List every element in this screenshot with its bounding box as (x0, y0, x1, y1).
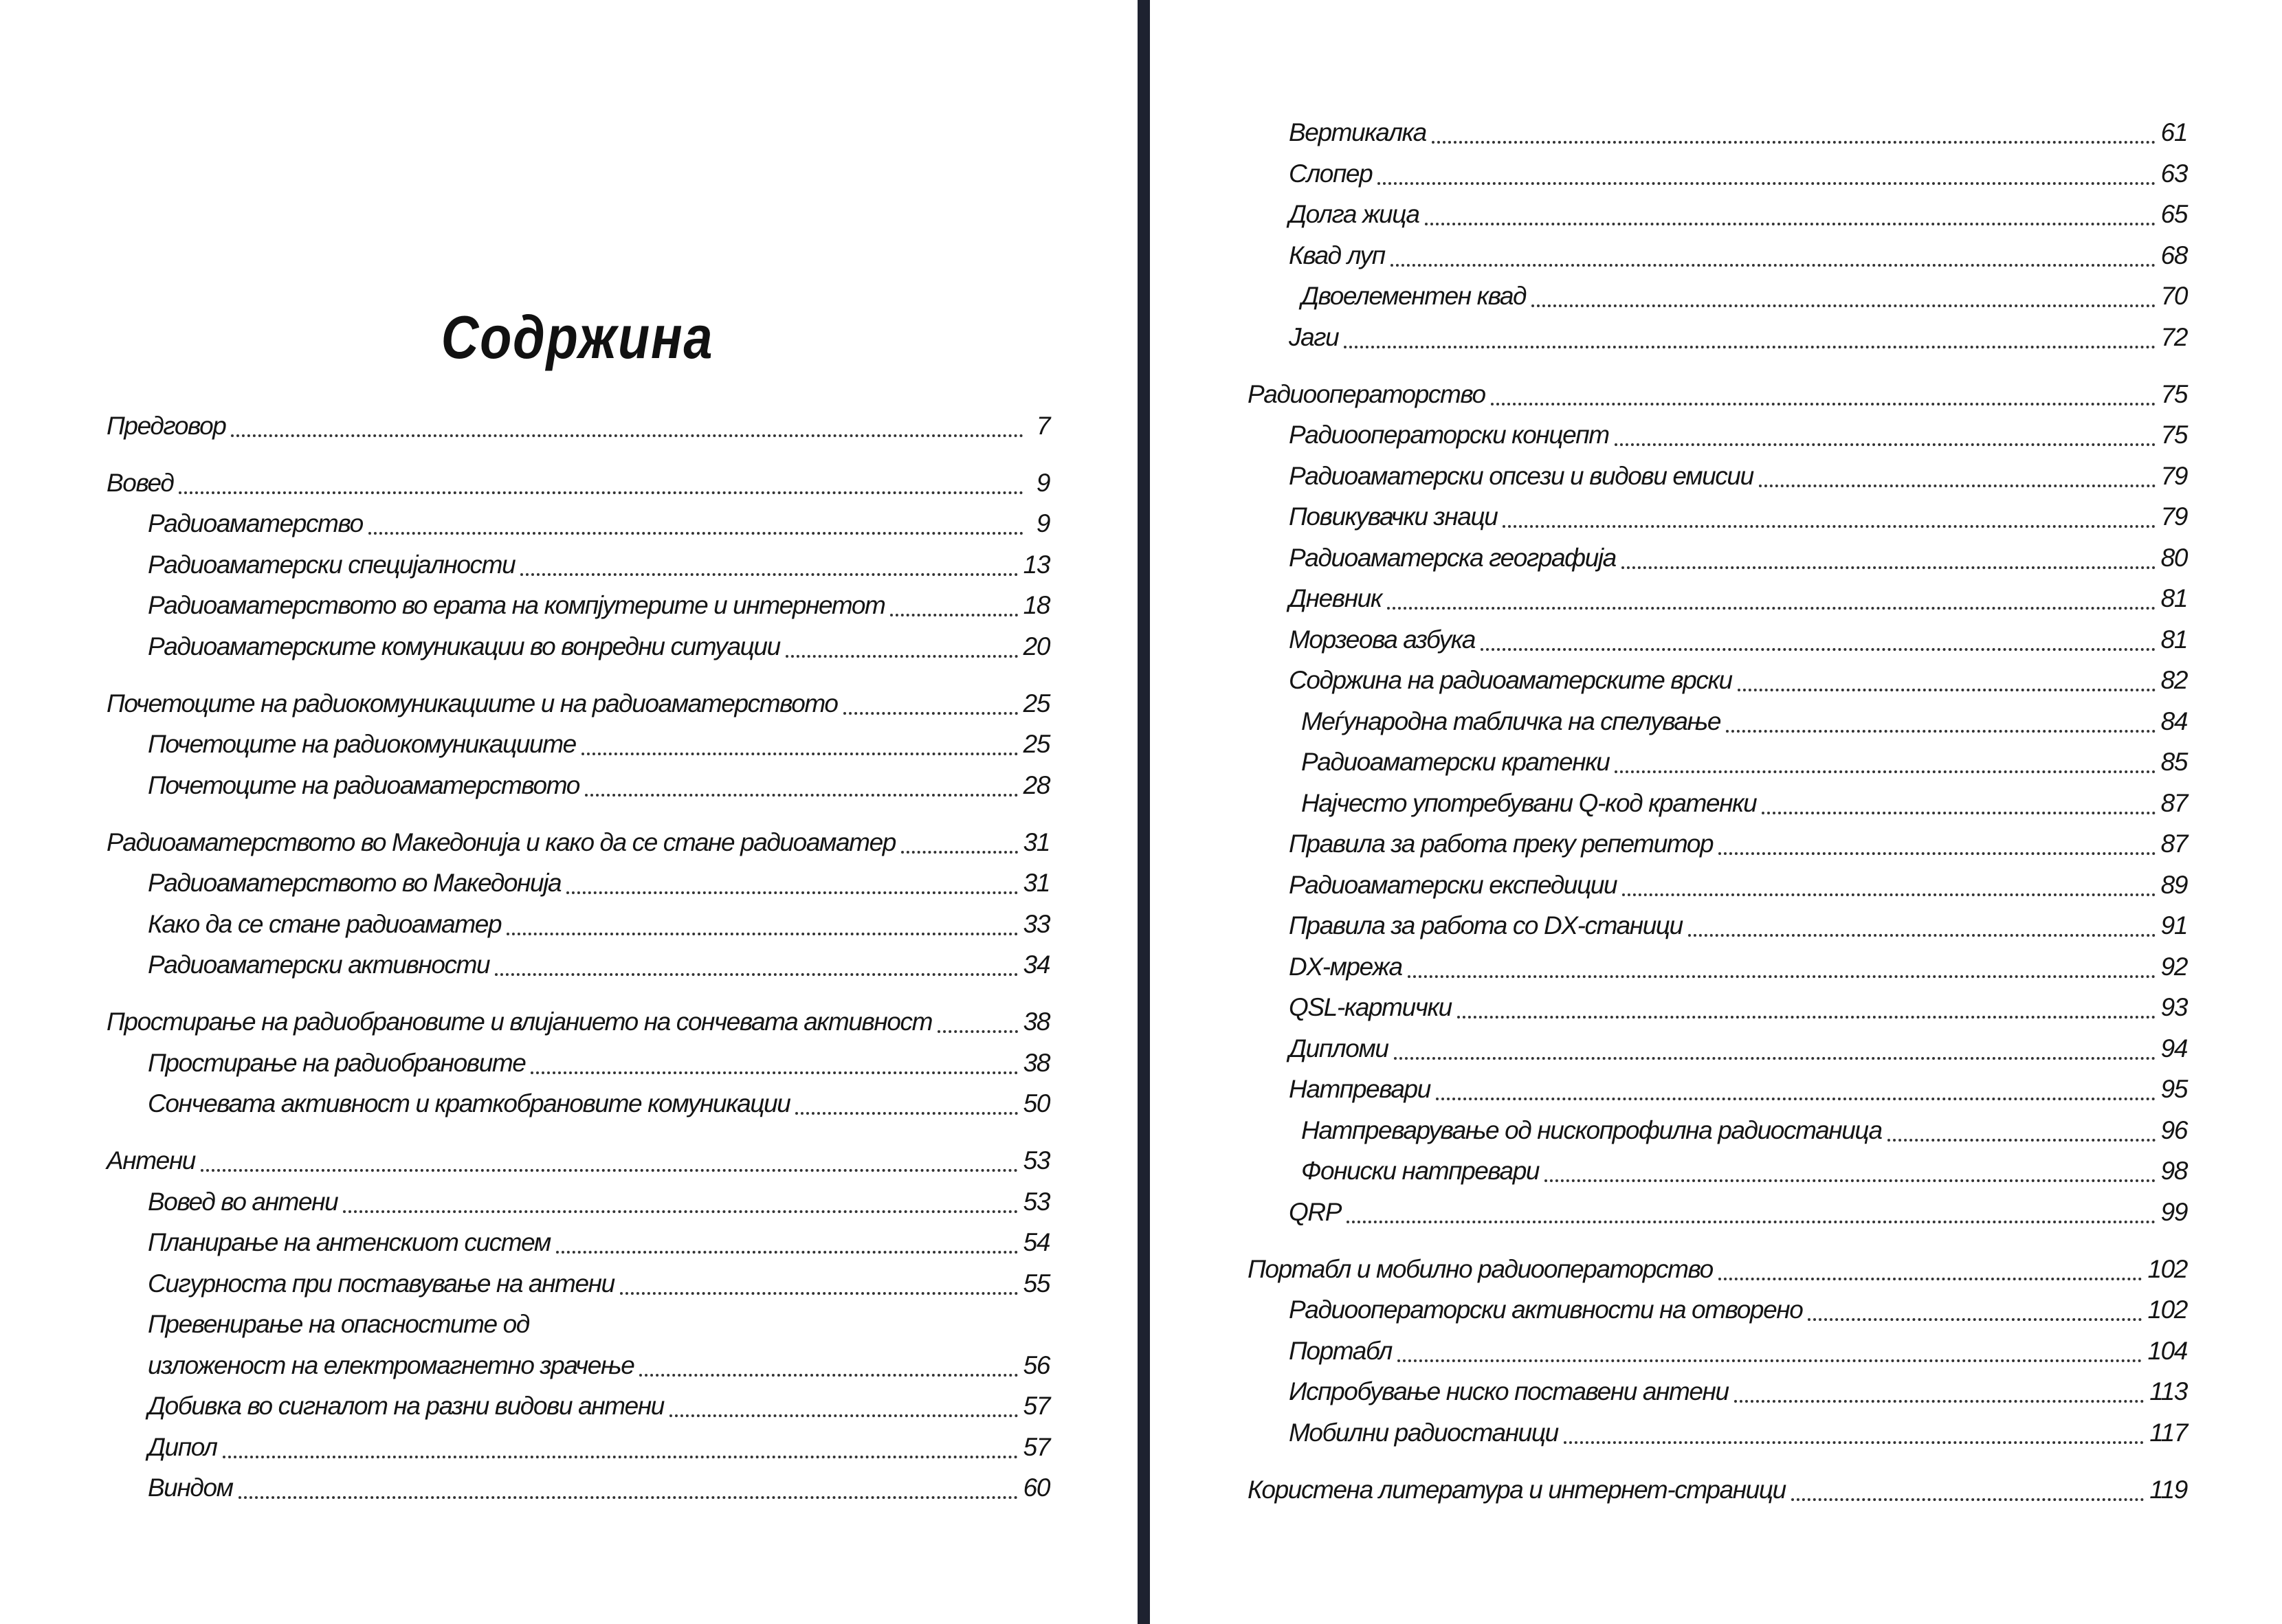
toc-leader-dots (566, 891, 1017, 894)
toc-leader-dots (639, 1374, 1017, 1377)
toc-entry (148, 1225, 1050, 1260)
toc-entry (1248, 1252, 2187, 1287)
toc-entry-title: Сигурноста при поставување на антени (148, 1269, 614, 1298)
toc-entry (1289, 320, 2187, 355)
toc-entry (107, 1005, 1050, 1039)
toc-leader-dots (531, 1071, 1017, 1074)
toc-entry-page: 89 (2160, 871, 2187, 899)
toc-entry-page: 87 (2160, 789, 2187, 817)
toc-leader-dots (786, 655, 1018, 658)
toc-entry-page: 70 (2160, 282, 2187, 310)
toc-entry-title: Вовед (107, 469, 174, 497)
toc-entry-title: Правила за работа со DX-станици (1289, 911, 1683, 939)
toc-entry-page: 31 (1023, 828, 1050, 856)
toc-entry-title: Правила за работа преку репетитор (1289, 830, 1714, 858)
toc-leader-dots (239, 1496, 1018, 1499)
toc-entry-page: 53 (1023, 1146, 1050, 1175)
toc-entry (1289, 868, 2187, 902)
toc-leader-dots (1762, 812, 2155, 814)
toc-entry-title: Добивка во сигналот на разни видови антени (148, 1392, 664, 1420)
toc-entry (1289, 1195, 2187, 1230)
toc-entry-title: Радиоаматерство (148, 509, 363, 537)
toc-entry-title: Радиоаматерските комуникации во вонредни ситуации (148, 632, 780, 660)
toc-entry (107, 1144, 1050, 1178)
toc-entry-title: Мобилни радиостаници (1289, 1419, 1558, 1447)
toc-entry-page: 63 (2160, 159, 2187, 188)
toc-entry-page: 102 (2147, 1295, 2187, 1324)
toc-entry (1301, 279, 2187, 313)
toc-entry-title: Како да се стане радиоаматер (148, 910, 502, 938)
toc-entry-title: Натпреварување од нископрофилна радиостаница (1301, 1116, 1882, 1144)
toc-entry-title: QSL-картички (1289, 993, 1452, 1021)
toc-entry-page: 92 (2160, 953, 2187, 981)
toc-entry (148, 1267, 1050, 1301)
toc-leader-dots (223, 1456, 1018, 1458)
toc-entry-page: 18 (1023, 591, 1050, 619)
toc-entry (148, 630, 1050, 664)
toc-entry-page: 93 (2160, 993, 2187, 1021)
toc-entry (1301, 745, 2187, 779)
toc-entry-title: Долга жица (1289, 200, 1419, 228)
toc-leader-dots (890, 614, 1017, 616)
toc-entry-title: Најчесто употребувани Q-код кратенки (1301, 789, 1757, 817)
toc-entry-title: Двоелементен квад (1301, 282, 1527, 310)
toc-entry (107, 825, 1050, 860)
toc-entry-page: 25 (1023, 730, 1050, 758)
toc-entry (1289, 1416, 2187, 1450)
toc-leader-dots (1734, 1400, 2145, 1403)
toc-entry (1301, 1154, 2187, 1188)
toc-entry (1248, 1473, 2187, 1507)
toc-entry-page: 38 (1023, 1049, 1050, 1077)
toc-entry-title: Меѓународна табличка на спелување (1301, 707, 1721, 735)
toc-entry-page: 113 (2149, 1377, 2187, 1405)
toc-entry-title: Радиоаматерски специјалности (148, 550, 516, 579)
toc-leader-dots (795, 1112, 1017, 1115)
toc-entry-page: 72 (2160, 323, 2187, 351)
toc-entry-title: Радиоаматерски активности (148, 950, 490, 979)
toc-entry-page: 9 (1036, 469, 1050, 497)
toc-entry-title: Натпревари (1289, 1075, 1430, 1103)
toc-entry-page: 38 (1023, 1008, 1050, 1036)
toc-entry-page: 56 (1023, 1351, 1050, 1379)
toc-entry-page: 119 (2149, 1476, 2187, 1504)
toc-entry (1289, 950, 2187, 984)
toc-leader-dots (556, 1251, 1018, 1254)
toc-leader-dots (1688, 934, 2156, 937)
toc-entry (148, 507, 1050, 541)
toc-entry-page: 104 (2147, 1337, 2187, 1365)
toc-entry-page: 87 (2160, 830, 2187, 858)
toc-leader-dots (620, 1292, 1018, 1295)
toc-leader-dots (1408, 975, 2156, 978)
toc-entry-title: Слопер (1289, 159, 1373, 188)
toc-entry-page: 79 (2160, 462, 2187, 490)
toc-leader-dots (1718, 852, 2155, 855)
toc-entry-page: 31 (1023, 869, 1050, 897)
toc-leader-dots (1432, 141, 2156, 144)
toc-leader-dots (938, 1030, 1018, 1033)
toc-entry (148, 727, 1050, 761)
toc-leader-dots (1344, 346, 2155, 348)
toc-entry-title: Содржина на радиоаматерските врски (1289, 666, 1732, 694)
toc-entry (1248, 377, 2187, 412)
toc-entry (148, 1430, 1050, 1465)
toc-entry-page: 98 (2160, 1157, 2187, 1185)
toc-entry-title: изложеност на електромагнетно зрачење (148, 1351, 634, 1379)
toc-leader-dots (1738, 689, 2156, 691)
toc-leader-dots (1544, 1179, 2156, 1182)
toc-entry-title: Радиоаматерски опсези и видови емисии (1289, 462, 1753, 490)
toc-entry-page: 95 (2160, 1075, 2187, 1103)
toc-entry (1289, 1032, 2187, 1066)
toc-leader-dots (495, 973, 1017, 976)
toc-leader-dots (1481, 648, 2156, 651)
toc-leader-dots (1387, 607, 2156, 610)
toc-leader-dots (1718, 1278, 2142, 1280)
toc-leader-dots (1615, 770, 2155, 773)
toc-entry-title: Планирање на антенскиот систем (148, 1228, 551, 1256)
toc-entry-page: 53 (1023, 1188, 1050, 1216)
toc-entry (1289, 459, 2187, 493)
toc-entry (1289, 827, 2187, 861)
toc-leader-dots (1564, 1441, 2144, 1444)
toc-entry-page: 102 (2147, 1255, 2187, 1283)
toc-entry-title: Сончевата активност и краткобрановите комуникации (148, 1089, 790, 1117)
toc-entry (148, 1307, 1050, 1342)
toc-entry-page: 82 (2160, 666, 2187, 694)
toc-entry-page: 91 (2160, 911, 2187, 939)
toc-entry-page: 79 (2160, 502, 2187, 531)
toc-leader-dots (1491, 403, 2156, 405)
toc-leader-dots (1531, 304, 2156, 307)
toc-entry-page: 94 (2160, 1034, 2187, 1063)
toc-entry-title: Радиоаматерски експедиции (1289, 871, 1617, 899)
toc-entry (1289, 1375, 2187, 1409)
toc-leader-dots (1377, 182, 2155, 185)
toc-entry-title: DX-мрежа (1289, 953, 1402, 981)
toc-entry (148, 1471, 1050, 1505)
toc-entry-page: 28 (1023, 771, 1050, 799)
toc-entry (148, 548, 1050, 582)
toc-entry-title: Фониски натпревари (1301, 1157, 1540, 1185)
toc-entry-title: Дневник (1289, 584, 1382, 612)
toc-entry-page: 85 (2160, 748, 2187, 776)
toc-entry-title: Радиоаматерството во ерата на компјутерите и интернетот (148, 591, 885, 619)
toc-entry-page: 65 (2160, 200, 2187, 228)
toc-entry-title: Предговор (107, 412, 226, 440)
toc-leader-dots (1503, 525, 2155, 528)
toc-entry (1301, 786, 2187, 821)
toc-entry-page: 55 (1023, 1269, 1050, 1298)
toc-entry (148, 1389, 1050, 1423)
toc-entry-page: 84 (2160, 707, 2187, 735)
toc-leader-dots (201, 1169, 1018, 1172)
toc-entry-page: 99 (2160, 1198, 2187, 1226)
toc-leader-dots (1391, 264, 2156, 267)
toc-entry (1289, 500, 2187, 534)
toc-leader-dots (1397, 1359, 2142, 1362)
book-gutter (1138, 0, 1150, 1624)
toc-entry (1289, 157, 2187, 191)
toc-entry-page: 57 (1023, 1392, 1050, 1420)
toc-entry-title: Вовед во антени (148, 1188, 338, 1216)
toc-entry-page: 117 (2149, 1419, 2187, 1447)
toc-leader-dots (1425, 223, 2156, 225)
toc-leader-dots (1394, 1057, 2156, 1060)
toc-entry (107, 687, 1050, 721)
toc-leader-dots (1887, 1139, 2156, 1142)
toc-entry-title: Јаги (1289, 323, 1339, 351)
toc-entry-title: Радиооператорски концепт (1289, 421, 1609, 449)
toc-leader-dots (1759, 485, 2156, 487)
toc-entry-page: 75 (2160, 421, 2187, 449)
toc-entry (1289, 418, 2187, 452)
toc-entry (148, 1185, 1050, 1219)
toc-leader-dots (843, 712, 1018, 715)
toc-entry (148, 588, 1050, 623)
toc-entry (1289, 238, 2187, 273)
toc-entry-page: 25 (1023, 689, 1050, 718)
toc-leader-dots (520, 573, 1017, 576)
toc-entry-title: Простирање на радиобрановите (148, 1049, 526, 1077)
toc-leader-dots (581, 753, 1018, 755)
toc-entry-title: Квад луп (1289, 241, 1385, 269)
toc-entry-page: 20 (1023, 632, 1050, 660)
toc-entry-title: Портабл и мобилно радиооператорство (1248, 1255, 1713, 1283)
toc-entry-page: 57 (1023, 1433, 1050, 1461)
toc-entry (107, 409, 1050, 443)
toc-entry-title: QRP (1289, 1198, 1341, 1226)
toc-entry (1289, 197, 2187, 232)
toc-entry-page: 81 (2160, 584, 2187, 612)
toc-leader-dots (1622, 893, 2155, 896)
toc-entry-title: Дипол (148, 1433, 217, 1461)
toc-entry-title: Радиоаматерски кратенки (1301, 748, 1610, 776)
toc-entry-page: 96 (2160, 1116, 2187, 1144)
toc-entry-title: Вертикалка (1289, 118, 1426, 146)
toc-entry (1289, 1334, 2187, 1368)
toc-entry-page: 60 (1023, 1473, 1050, 1502)
toc-entry-page: 61 (2160, 118, 2187, 146)
toc-entry-page: 68 (2160, 241, 2187, 269)
toc-leader-dots (1791, 1498, 2144, 1501)
toc-entry (107, 466, 1050, 500)
toc-leader-dots (669, 1414, 1018, 1417)
toc-entry (148, 907, 1050, 942)
toc-entry-page: 81 (2160, 625, 2187, 654)
toc-entry-page: 34 (1023, 950, 1050, 979)
toc-entry (148, 948, 1050, 982)
toc-entry-page: 33 (1023, 910, 1050, 938)
toc-leader-dots (343, 1210, 1017, 1213)
toc-leader-dots (231, 434, 1023, 437)
toc-entry-title: Радиооператорство (1248, 380, 1485, 408)
toc-leader-dots (1436, 1098, 2156, 1100)
toc-entry-page: 9 (1036, 509, 1050, 537)
toc-entry-title: Радиоаматерска географија (1289, 544, 1616, 572)
toc-entry-title: Морзеова азбука (1289, 625, 1475, 654)
toc-entry-title: Почетоците на радиоаматерството (148, 771, 579, 799)
toc-entry (1289, 115, 2187, 150)
toc-entry (1289, 663, 2187, 698)
toc-entry (148, 1046, 1050, 1080)
toc-entry-title: Превенирање на опасностите од (148, 1310, 529, 1338)
toc-entry-title: Виндом (148, 1473, 233, 1502)
toc-entry-page: 54 (1023, 1228, 1050, 1256)
toc-leader-dots (1457, 1016, 2156, 1019)
toc-entry (148, 1087, 1050, 1121)
toc-leader-dots (507, 933, 1018, 935)
toc-entry-title: Простирање на радиобрановите и влијанието на сончевата активност (107, 1008, 933, 1036)
toc-entry (1289, 990, 2187, 1025)
toc-entry-title: Почетоците на радиокомуникациите и на радиоаматерството (107, 689, 838, 718)
toc-entry-page: 50 (1023, 1089, 1050, 1117)
page-title: Содржина (441, 303, 714, 371)
toc-entry (148, 866, 1050, 900)
toc-entry (1289, 541, 2187, 575)
toc-entry-title: Радиооператорски активности на отворено (1289, 1295, 1803, 1324)
toc-leader-dots (901, 851, 1018, 854)
toc-leader-dots (1808, 1318, 2142, 1321)
toc-entry-page: 75 (2160, 380, 2187, 408)
toc-entry (1289, 909, 2187, 943)
toc-entry-title: Почетоците на радиокомуникациите (148, 730, 576, 758)
toc-entry-page: 80 (2160, 544, 2187, 572)
toc-entry-title: Користена литература и интернет-страници (1248, 1476, 1786, 1504)
toc-entry (1289, 623, 2187, 657)
toc-leader-dots (1726, 730, 2156, 733)
toc-entry-title: Радиоаматерството во Македонија и како да се стане радиоаматер (107, 828, 896, 856)
toc-entry-title: Повикувачки знаци (1289, 502, 1498, 531)
toc-entry-title: Портабл (1289, 1337, 1393, 1365)
toc-leader-dots (1615, 443, 2156, 446)
toc-entry (1289, 1072, 2187, 1106)
toc-entry-page: 7 (1036, 412, 1050, 440)
toc-leader-dots (368, 532, 1023, 535)
toc-entry (148, 768, 1050, 803)
toc-entry-title: Антени (107, 1146, 195, 1175)
toc-entry (148, 1348, 1050, 1383)
toc-entry (1301, 1113, 2187, 1148)
toc-leader-dots (179, 491, 1023, 494)
toc-entry (1289, 581, 2187, 616)
toc-entry-title: Испробување ниско поставени антени (1289, 1377, 1729, 1405)
toc-entry-title: Дипломи (1289, 1034, 1388, 1063)
toc-leader-dots (1621, 566, 2156, 569)
toc-entry (1301, 704, 2187, 739)
toc-entry-page: 13 (1023, 550, 1050, 579)
toc-leader-dots (585, 794, 1018, 797)
toc-entry-title: Радиоаматерството во Македонија (148, 869, 562, 897)
toc-entry (1289, 1293, 2187, 1327)
toc-leader-dots (1347, 1221, 2156, 1223)
